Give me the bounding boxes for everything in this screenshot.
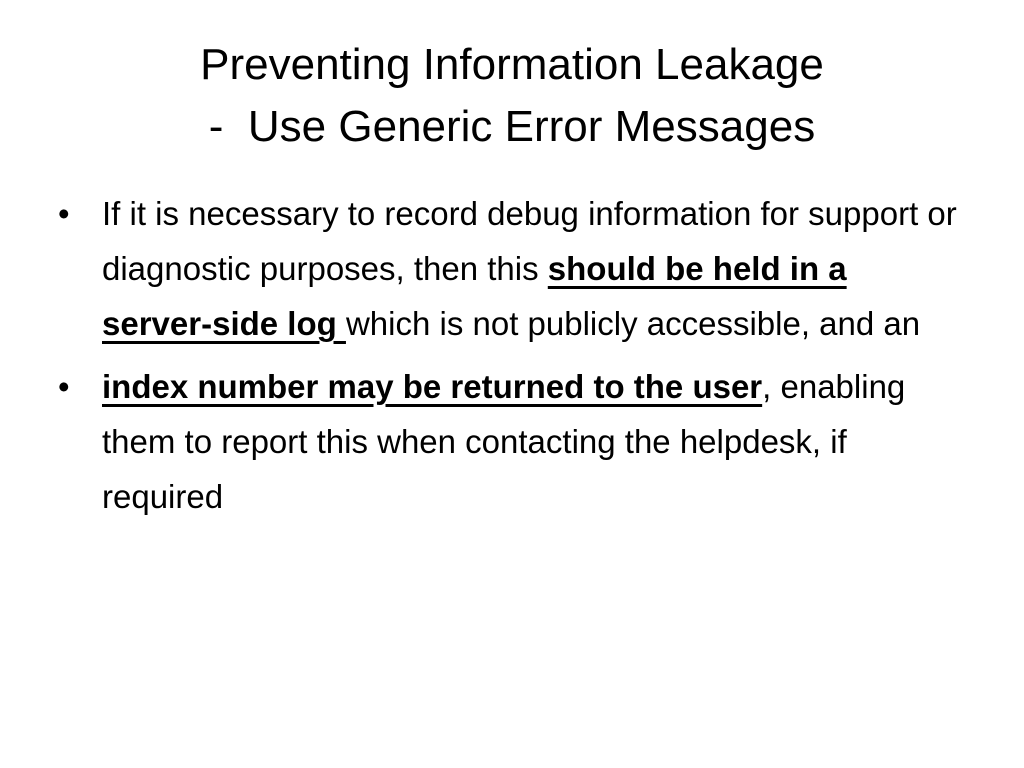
bullet-emphasis: index number may be returned to the user	[102, 368, 763, 405]
bullet-item-1	[58, 186, 958, 351]
title-line-1: Preventing Information Leakage	[200, 40, 824, 89]
bullet-marker: •	[58, 195, 70, 232]
title-line-2: - Use Generic Error Messages	[208, 102, 816, 151]
bullet-list	[58, 186, 958, 532]
bullet-marker: •	[58, 368, 70, 405]
bullet-text-before: If it is necessary to record debug information for support or diagnostic purposes, then this	[102, 195, 957, 287]
bullet-emphasis: should be held in a server-side log	[102, 250, 847, 342]
bullet-item-2	[58, 359, 958, 524]
bullet-text-after: , enabling them to report this when contacting the helpdesk, if required	[102, 368, 906, 515]
slide-title	[0, 34, 1024, 158]
bullet-text-after: which is not publicly accessible, and an	[345, 305, 921, 342]
